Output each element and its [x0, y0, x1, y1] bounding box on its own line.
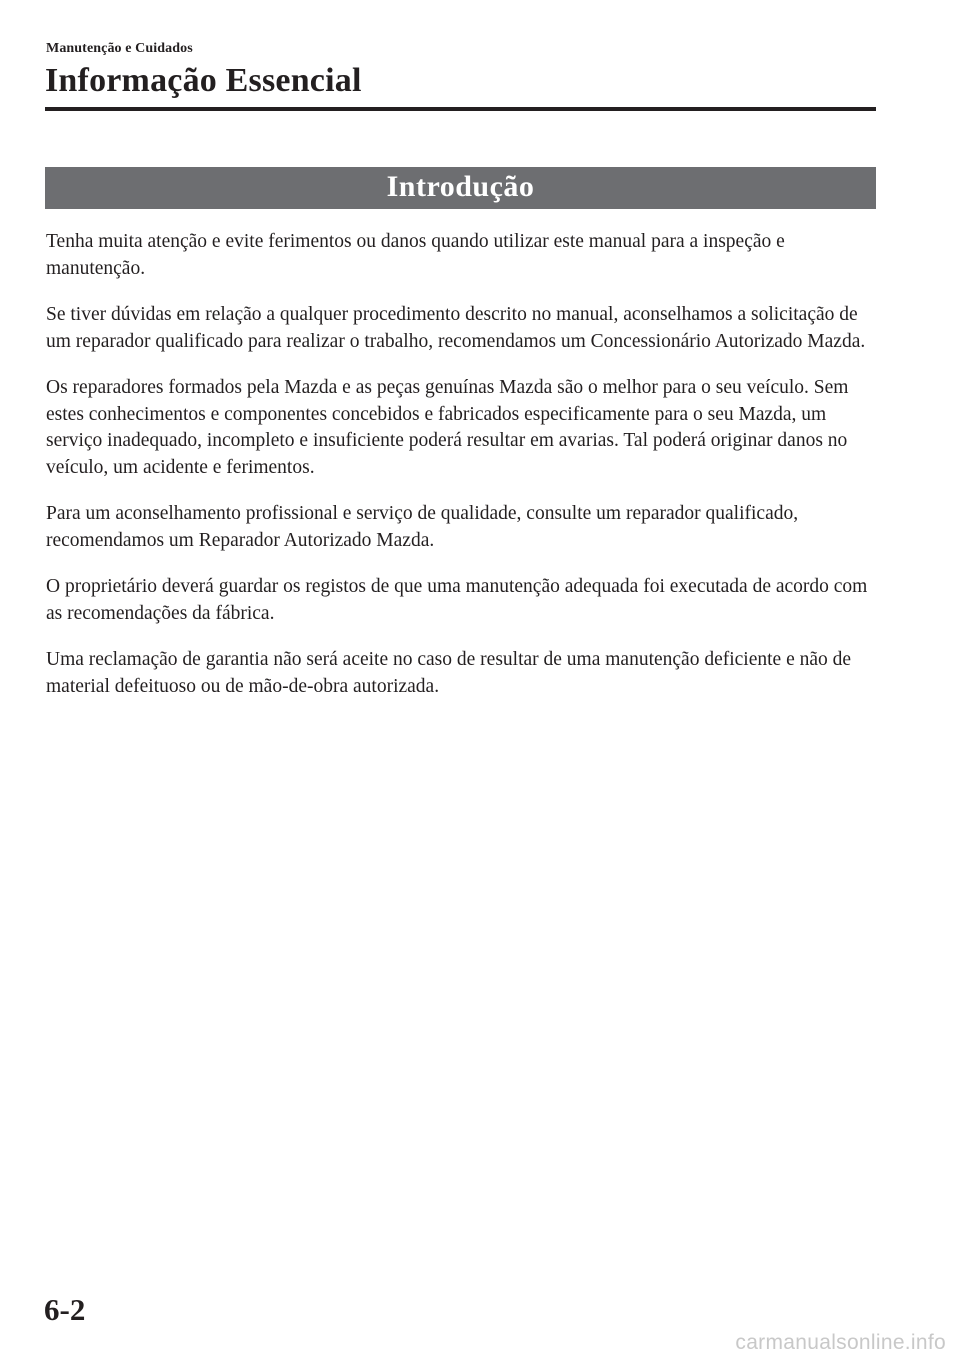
paragraph: Os reparadores formados pela Mazda e as peças genuínas Mazda são o melhor para o seu veículo. Sem estes conhecimentos e componentes concebidos e fabricados especificamente para o seu Mazda, um serviço inadequado, incompleto e insuficiente poderá resultar em avarias. Tal poderá originar danos no veículo, um acidente e ferimentos. — [46, 377, 849, 478]
page-title: Informação Essencial — [45, 62, 362, 99]
paragraph: Uma reclamação de garantia não será aceite no caso de resultar de uma manutenção deficiente e não de material defeituoso ou de mão-de-obra autorizada. — [46, 649, 852, 697]
title-divider — [45, 107, 876, 111]
chapter-label: Manutenção e Cuidados — [46, 41, 193, 56]
watermark: carmanualsonline.info — [735, 1331, 946, 1354]
paragraph: Tenha muita atenção e evite ferimentos ou danos quando utilizar este manual para a inspeção e manutenção. — [46, 231, 785, 279]
paragraph: O proprietário deverá guardar os registos de que uma manutenção adequada foi executada de acordo com as recomendações da fábrica. — [46, 576, 868, 624]
section-banner: Introdução — [45, 167, 876, 209]
body-text — [46, 229, 886, 720]
paragraph: Para um aconselhamento profissional e serviço de qualidade, consulte um reparador qualificado, recomendamos um Reparador Autorizado Mazda. — [46, 503, 799, 551]
page-number: 6-2 — [44, 1292, 86, 1327]
paragraph: Se tiver dúvidas em relação a qualquer procedimento descrito no manual, aconselhamos a solicitação de um reparador qualificado para realizar o trabalho, recomendamos um Concessionário Autorizado Mazda. — [46, 304, 866, 352]
